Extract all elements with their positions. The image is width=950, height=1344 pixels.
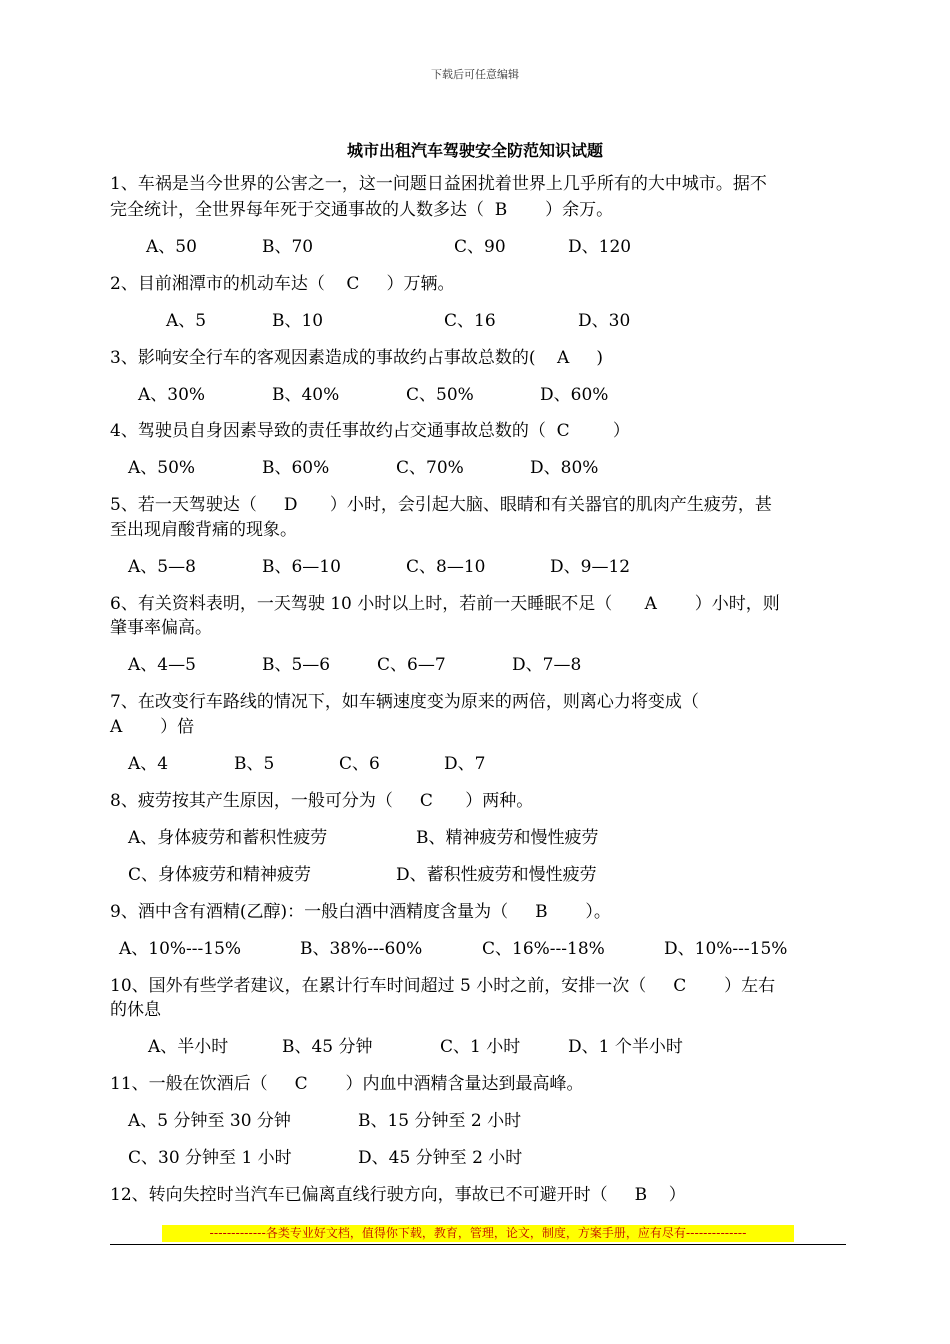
question-4-option-b: B、60% (262, 458, 330, 478)
question-5-line-2: 至出现肩酸背痛的现象。 (110, 520, 297, 540)
question-9-option-d: D、10%---15% (664, 939, 788, 959)
question-6-line-2: 肇事率偏高。 (110, 618, 212, 638)
question-11-option-c: C、30 分钟至 1 小时 (128, 1148, 292, 1168)
question-10-line-1: 10、国外有些学者建议，在累计行车时间超过 5 小时之前，安排一次（ C ）左右 (110, 976, 776, 996)
document-title: 城市出租汽车驾驶安全防范知识试题 (346, 141, 603, 160)
header-note: 下载后可任意编辑 (431, 68, 519, 81)
question-6-option-b: B、5—6 (262, 655, 331, 675)
question-1-line-1: 1、车祸是当今世界的公害之一，这一问题日益困扰着世界上几乎所有的大中城市。据不 (110, 174, 767, 194)
question-8-option-d: D、蓄积性疲劳和慢性疲劳 (396, 865, 597, 885)
question-11-line-1: 11、一般在饮酒后（ C ）内血中酒精含量达到最高峰。 (110, 1074, 584, 1094)
question-9-option-a: A、10%---15% (119, 939, 242, 959)
question-10-option-d: D、1 个半小时 (568, 1037, 683, 1057)
question-4-option-c: C、70% (396, 458, 464, 478)
question-10-option-a: A、半小时 (148, 1037, 229, 1057)
question-8-option-c: C、身体疲劳和精神疲劳 (128, 865, 312, 885)
question-4-option-a: A、50% (128, 458, 196, 478)
question-11-option-d: D、45 分钟至 2 小时 (358, 1148, 523, 1168)
question-3-option-d: D、60% (540, 385, 609, 405)
question-5-option-a: A、5—8 (128, 557, 196, 577)
question-12-line-1: 12、转向失控时当汽车已偏离直线行驶方向，事故已不可避开时（ B ） (110, 1185, 686, 1205)
question-1-option-a: A、50 (146, 237, 197, 257)
question-3-option-a: A、30% (138, 385, 206, 405)
question-1-option-c: C、90 (454, 237, 506, 257)
question-8-option-a: A、身体疲劳和蓄积性疲劳 (128, 828, 328, 848)
question-1-option-d: D、120 (568, 237, 632, 257)
question-5-option-d: D、9—12 (550, 557, 631, 577)
question-10-line-2: 的休息 (110, 1000, 161, 1020)
question-5-line-1: 5、若一天驾驶达（ D ）小时，会引起大脑、眼睛和有关器官的肌肉产生疲劳，甚 (110, 495, 772, 515)
question-4-line-1: 4、驾驶员自身因素导致的责任事故约占交通事故总数的（ C ） (110, 421, 630, 441)
question-2-option-b: B、10 (272, 311, 324, 331)
question-5-option-c: C、8—10 (406, 557, 486, 577)
question-8-line-1: 8、疲劳按其产生原因，一般可分为（ C ）两种。 (110, 791, 534, 811)
question-7-option-c: C、6 (339, 754, 380, 774)
question-2-line-1: 2、目前湘潭市的机动车达（ C ）万辆。 (110, 274, 455, 294)
question-6-option-d: D、7—8 (512, 655, 582, 675)
question-1-line-2: 完全统计，全世界每年死于交通事故的人数多达（ B ）余万。 (110, 200, 614, 220)
question-10-option-b: B、45 分钟 (282, 1037, 373, 1057)
question-11-option-b: B、15 分钟至 2 小时 (358, 1111, 522, 1131)
question-11-option-a: A、5 分钟至 30 分钟 (128, 1111, 291, 1131)
question-10-option-c: C、1 小时 (440, 1037, 521, 1057)
question-7-line-1: 7、在改变行车路线的情况下，如车辆速度变为原来的两倍，则离心力将变成（ (110, 692, 699, 712)
question-7-line-2: A ）倍 (110, 717, 195, 737)
question-8-option-b: B、精神疲劳和慢性疲劳 (416, 828, 599, 848)
question-9-option-b: B、38%---60% (300, 939, 423, 959)
question-4-option-d: D、80% (530, 458, 599, 478)
question-7-option-d: D、7 (444, 754, 486, 774)
question-5-option-b: B、6—10 (262, 557, 341, 577)
question-2-option-d: D、30 (578, 311, 631, 331)
question-7-option-b: B、5 (234, 754, 275, 774)
question-6-option-c: C、6—7 (377, 655, 446, 675)
footer-divider (110, 1244, 846, 1245)
question-6-option-a: A、4—5 (128, 655, 196, 675)
footer-banner: -------------各类专业好文档，值得你下载，教育，管理，论文，制度，方案手册，应有尽有-------------- (162, 1225, 794, 1242)
question-3-option-c: C、50% (406, 385, 474, 405)
question-7-option-a: A、4 (128, 754, 169, 774)
question-2-option-c: C、16 (444, 311, 496, 331)
question-9-line-1: 9、酒中含有酒精(乙醇)：一般白酒中酒精度含量为（ B ）。 (110, 902, 611, 922)
question-3-line-1: 3、影响安全行车的客观因素造成的事故约占事故总数的( A ) (110, 348, 603, 368)
question-2-option-a: A、5 (166, 311, 207, 331)
question-1-option-b: B、70 (262, 237, 314, 257)
question-9-option-c: C、16%---18% (482, 939, 605, 959)
question-3-option-b: B、40% (272, 385, 340, 405)
question-6-line-1: 6、有关资料表明，一天驾驶 10 小时以上时，若前一天睡眠不足（ A ）小时，则 (110, 594, 780, 614)
